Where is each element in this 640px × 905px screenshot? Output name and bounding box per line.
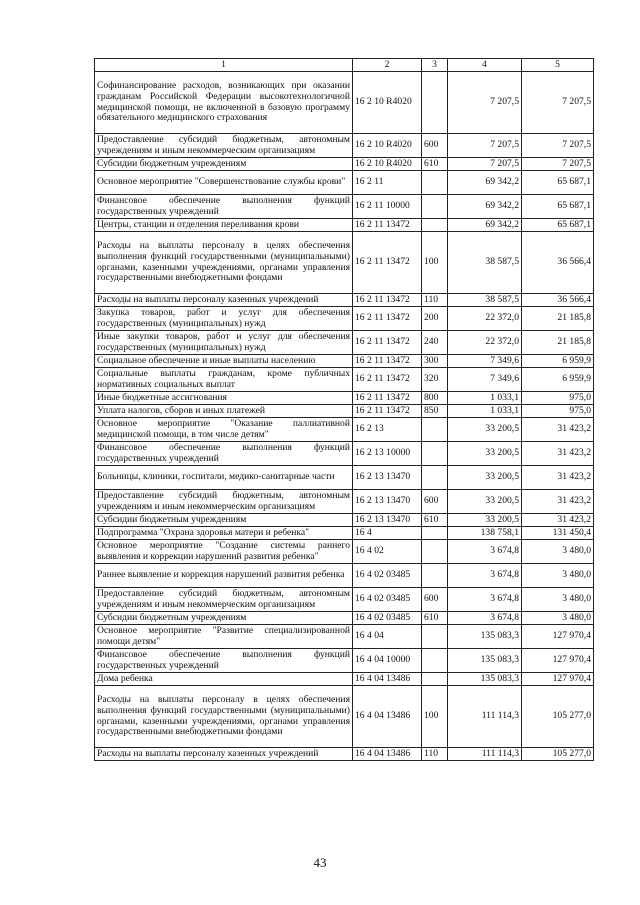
table-row — [95, 331, 594, 355]
row-code-cell: 16 2 13 13470 — [353, 514, 422, 527]
row-sum-2019-cell: 33 200,5 — [448, 442, 522, 466]
row-name-cell: Иные закупки товаров, работ и услуг для обеспечения государственных (муниципальных) нужд — [95, 331, 353, 355]
row-sum-2020-cell: 65 687,1 — [522, 219, 594, 232]
row-sum-2019-cell: 111 114,3 — [448, 748, 522, 761]
row-code-cell: 16 2 11 13472 — [353, 355, 422, 368]
row-expense-type-cell: 110 — [422, 294, 448, 307]
table-row — [95, 195, 594, 219]
row-code-cell: 16 4 — [353, 527, 422, 540]
row-code-cell: 16 4 04 13486 — [353, 673, 422, 686]
row-expense-type-cell: 300 — [422, 355, 448, 368]
row-code-cell: 16 4 04 — [353, 625, 422, 649]
row-sum-2020-cell: 31 423,2 — [522, 442, 594, 466]
table-row — [95, 171, 594, 195]
row-code-cell: 16 2 10 R4020 — [353, 72, 422, 134]
row-sum-2019-cell: 135 083,3 — [448, 673, 522, 686]
row-code-cell: 16 4 02 — [353, 540, 422, 564]
table-row — [95, 748, 594, 761]
row-expense-type-cell — [422, 564, 448, 588]
row-code-cell: 16 2 10 R4020 — [353, 134, 422, 158]
row-sum-2020-cell: 127 970,4 — [522, 625, 594, 649]
row-expense-type-cell: 610 — [422, 158, 448, 171]
row-name-cell: Предоставление субсидий бюджетным, автономным учреждениям и иным некоммерческим организациям — [95, 588, 353, 612]
row-sum-2019-cell: 111 114,3 — [448, 686, 522, 748]
row-code-cell: 16 4 04 10000 — [353, 649, 422, 673]
row-expense-type-cell: 110 — [422, 748, 448, 761]
table-row — [95, 527, 594, 540]
row-sum-2020-cell: 975,0 — [522, 392, 594, 405]
row-sum-2020-cell: 31 423,2 — [522, 490, 594, 514]
row-name-cell: Дома ребенка — [95, 673, 353, 686]
row-code-cell: 16 2 13 10000 — [353, 442, 422, 466]
row-expense-type-cell — [422, 673, 448, 686]
row-sum-2020-cell: 3 480,0 — [522, 612, 594, 625]
row-name-cell: Закупка товаров, работ и услуг для обеспечения государственных (муниципальных) нужд — [95, 307, 353, 331]
row-sum-2019-cell: 69 342,2 — [448, 195, 522, 219]
row-sum-2019-cell: 135 083,3 — [448, 625, 522, 649]
table-row — [95, 612, 594, 625]
row-expense-type-cell: 600 — [422, 490, 448, 514]
header-cell: 4 — [448, 59, 522, 72]
row-sum-2019-cell: 33 200,5 — [448, 466, 522, 490]
row-code-cell: 16 2 13 13470 — [353, 466, 422, 490]
row-name-cell: Предоставление субсидий бюджетным, автономным учреждениям и иным некоммерческим организациям — [95, 134, 353, 158]
row-expense-type-cell — [422, 195, 448, 219]
row-sum-2020-cell: 7 207,5 — [522, 158, 594, 171]
header-cell: 3 — [422, 59, 448, 72]
table-row — [95, 307, 594, 331]
row-sum-2019-cell: 1 033,1 — [448, 405, 522, 418]
table-row — [95, 442, 594, 466]
row-sum-2019-cell: 7 207,5 — [448, 158, 522, 171]
row-sum-2020-cell: 7 207,5 — [522, 72, 594, 134]
row-sum-2020-cell: 3 480,0 — [522, 588, 594, 612]
budget-table — [94, 58, 594, 761]
row-code-cell: 16 2 11 — [353, 171, 422, 195]
table-row — [95, 219, 594, 232]
table-row — [95, 134, 594, 158]
row-sum-2020-cell: 7 207,5 — [522, 134, 594, 158]
row-expense-type-cell: 200 — [422, 307, 448, 331]
row-sum-2019-cell: 33 200,5 — [448, 418, 522, 442]
row-sum-2019-cell: 7 349,6 — [448, 368, 522, 392]
row-expense-type-cell: 610 — [422, 514, 448, 527]
row-sum-2020-cell: 31 423,2 — [522, 418, 594, 442]
row-sum-2020-cell: 131 450,4 — [522, 527, 594, 540]
row-name-cell: Больницы, клиники, госпитали, медико-санитарные части — [95, 466, 353, 490]
row-code-cell: 16 2 11 13472 — [353, 331, 422, 355]
row-sum-2019-cell: 69 342,2 — [448, 219, 522, 232]
row-name-cell: Субсидии бюджетным учреждениям — [95, 612, 353, 625]
row-code-cell: 16 4 04 13486 — [353, 748, 422, 761]
row-expense-type-cell: 100 — [422, 686, 448, 748]
row-expense-type-cell: 320 — [422, 368, 448, 392]
row-code-cell: 16 2 11 13472 — [353, 392, 422, 405]
table-row — [95, 392, 594, 405]
header-cell: 1 — [95, 59, 353, 72]
row-sum-2020-cell: 3 480,0 — [522, 564, 594, 588]
row-name-cell: Уплата налогов, сборов и иных платежей — [95, 405, 353, 418]
row-expense-type-cell — [422, 219, 448, 232]
row-sum-2020-cell: 36 566,4 — [522, 232, 594, 294]
row-code-cell: 16 4 04 13486 — [353, 686, 422, 748]
row-name-cell: Субсидии бюджетным учреждениям — [95, 514, 353, 527]
table-row — [95, 368, 594, 392]
row-sum-2020-cell: 21 185,8 — [522, 331, 594, 355]
row-name-cell: Основное мероприятие "Развитие специализированной помощи детям" — [95, 625, 353, 649]
row-code-cell: 16 4 02 03485 — [353, 588, 422, 612]
row-sum-2020-cell: 6 959,9 — [522, 355, 594, 368]
row-sum-2019-cell: 3 674,8 — [448, 564, 522, 588]
row-name-cell: Финансовое обеспечение выполнения функций государственных учреждений — [95, 442, 353, 466]
row-sum-2020-cell: 65 687,1 — [522, 195, 594, 219]
row-sum-2019-cell: 38 587,5 — [448, 294, 522, 307]
page-number: 43 — [313, 855, 327, 870]
row-sum-2019-cell: 7 207,5 — [448, 134, 522, 158]
row-expense-type-cell — [422, 72, 448, 134]
row-sum-2020-cell: 21 185,8 — [522, 307, 594, 331]
table-row — [95, 232, 594, 294]
row-expense-type-cell — [422, 442, 448, 466]
table-row — [95, 514, 594, 527]
table-row — [95, 686, 594, 748]
row-sum-2019-cell: 33 200,5 — [448, 490, 522, 514]
row-name-cell: Раннее выявление и коррекция нарушений развития ребенка — [95, 564, 353, 588]
table-row — [95, 540, 594, 564]
row-sum-2020-cell: 65 687,1 — [522, 171, 594, 195]
row-expense-type-cell — [422, 527, 448, 540]
row-expense-type-cell: 240 — [422, 331, 448, 355]
row-code-cell: 16 2 11 13472 — [353, 405, 422, 418]
row-sum-2020-cell: 3 480,0 — [522, 540, 594, 564]
row-name-cell: Расходы на выплаты персоналу в целях обеспечения выполнения функций государственными (муниципальными) органами, казенными учреждениями, органами управления государственными внебюджетными фондами — [95, 686, 353, 748]
row-sum-2019-cell: 3 674,8 — [448, 588, 522, 612]
row-sum-2019-cell: 7 207,5 — [448, 72, 522, 134]
header-cell: 2 — [353, 59, 422, 72]
row-sum-2019-cell: 7 349,6 — [448, 355, 522, 368]
row-sum-2019-cell: 135 083,3 — [448, 649, 522, 673]
table-row — [95, 355, 594, 368]
table-row — [95, 158, 594, 171]
row-sum-2019-cell: 1 033,1 — [448, 392, 522, 405]
row-name-cell: Основное мероприятие "Совершенствование службы крови" — [95, 171, 353, 195]
row-expense-type-cell — [422, 418, 448, 442]
row-code-cell: 16 2 11 13472 — [353, 294, 422, 307]
table-body — [95, 72, 594, 761]
row-sum-2019-cell: 3 674,8 — [448, 612, 522, 625]
row-expense-type-cell — [422, 540, 448, 564]
row-expense-type-cell: 600 — [422, 588, 448, 612]
row-sum-2019-cell: 69 342,2 — [448, 171, 522, 195]
row-expense-type-cell: 600 — [422, 134, 448, 158]
row-code-cell: 16 2 11 13472 — [353, 232, 422, 294]
row-code-cell: 16 2 11 13472 — [353, 219, 422, 232]
row-name-cell: Центры, станции и отделения переливания крови — [95, 219, 353, 232]
row-name-cell: Социальные выплаты гражданам, кроме публичных нормативных социальных выплат — [95, 368, 353, 392]
row-sum-2020-cell: 127 970,4 — [522, 649, 594, 673]
row-name-cell: Расходы на выплаты персоналу казенных учреждений — [95, 748, 353, 761]
row-code-cell: 16 2 11 13472 — [353, 307, 422, 331]
row-sum-2020-cell: 6 959,9 — [522, 368, 594, 392]
row-sum-2020-cell: 105 277,0 — [522, 748, 594, 761]
row-sum-2020-cell: 105 277,0 — [522, 686, 594, 748]
row-name-cell: Основное мероприятие "Оказание паллиативной медицинской помощи, в том числе детям" — [95, 418, 353, 442]
row-sum-2019-cell: 33 200,5 — [448, 514, 522, 527]
table-row — [95, 466, 594, 490]
row-name-cell: Социальное обеспечение и иные выплаты населению — [95, 355, 353, 368]
row-sum-2020-cell: 975,0 — [522, 405, 594, 418]
row-name-cell: Расходы на выплаты персоналу казенных учреждений — [95, 294, 353, 307]
row-name-cell: Иные бюджетные ассигнования — [95, 392, 353, 405]
row-code-cell: 16 2 11 13472 — [353, 368, 422, 392]
table-row — [95, 625, 594, 649]
table-row — [95, 405, 594, 418]
row-expense-type-cell — [422, 171, 448, 195]
row-expense-type-cell: 850 — [422, 405, 448, 418]
table-header-row — [95, 59, 594, 72]
row-sum-2020-cell: 127 970,4 — [522, 673, 594, 686]
row-code-cell: 16 2 10 R4020 — [353, 158, 422, 171]
row-name-cell: Подпрограмма "Охрана здоровья матери и ребенка" — [95, 527, 353, 540]
row-name-cell: Основное мероприятие "Создание системы раннего выявления и коррекции нарушений развития ребенка" — [95, 540, 353, 564]
row-sum-2020-cell: 36 566,4 — [522, 294, 594, 307]
row-sum-2019-cell: 3 674,8 — [448, 540, 522, 564]
row-sum-2019-cell: 22 372,0 — [448, 307, 522, 331]
row-expense-type-cell: 800 — [422, 392, 448, 405]
row-expense-type-cell — [422, 466, 448, 490]
row-code-cell: 16 2 13 13470 — [353, 490, 422, 514]
table-row — [95, 673, 594, 686]
row-expense-type-cell — [422, 625, 448, 649]
row-name-cell: Софинансирование расходов, возникающих при оказании гражданам Российской Федерации высокотехнологичной медицинской помощи, не включенной в базовую программу обязательного медицинского страхования — [95, 72, 353, 134]
table-row — [95, 418, 594, 442]
row-code-cell: 16 2 13 — [353, 418, 422, 442]
row-code-cell: 16 4 02 03485 — [353, 564, 422, 588]
row-name-cell: Субсидии бюджетным учреждениям — [95, 158, 353, 171]
row-expense-type-cell — [422, 649, 448, 673]
table-row — [95, 588, 594, 612]
table-row — [95, 564, 594, 588]
row-expense-type-cell: 100 — [422, 232, 448, 294]
row-sum-2020-cell: 31 423,2 — [522, 466, 594, 490]
row-name-cell: Расходы на выплаты персоналу в целях обеспечения выполнения функций государственными (муниципальными) органами, казенными учреждениями, органами управления государственными внебюджетными фондами — [95, 232, 353, 294]
row-expense-type-cell: 610 — [422, 612, 448, 625]
row-sum-2019-cell: 38 587,5 — [448, 232, 522, 294]
row-name-cell: Финансовое обеспечение выполнения функций государственных учреждений — [95, 649, 353, 673]
row-name-cell: Финансовое обеспечение выполнения функций государственных учреждений — [95, 195, 353, 219]
row-sum-2019-cell: 22 372,0 — [448, 331, 522, 355]
header-cell: 5 — [522, 59, 594, 72]
table-row — [95, 649, 594, 673]
row-name-cell: Предоставление субсидий бюджетным, автономным учреждениям и иным некоммерческим организациям — [95, 490, 353, 514]
row-code-cell: 16 2 11 10000 — [353, 195, 422, 219]
row-sum-2020-cell: 31 423,2 — [522, 514, 594, 527]
row-code-cell: 16 4 02 03485 — [353, 612, 422, 625]
table-row — [95, 490, 594, 514]
row-sum-2019-cell: 138 758,1 — [448, 527, 522, 540]
table-row — [95, 294, 594, 307]
table-row — [95, 72, 594, 134]
